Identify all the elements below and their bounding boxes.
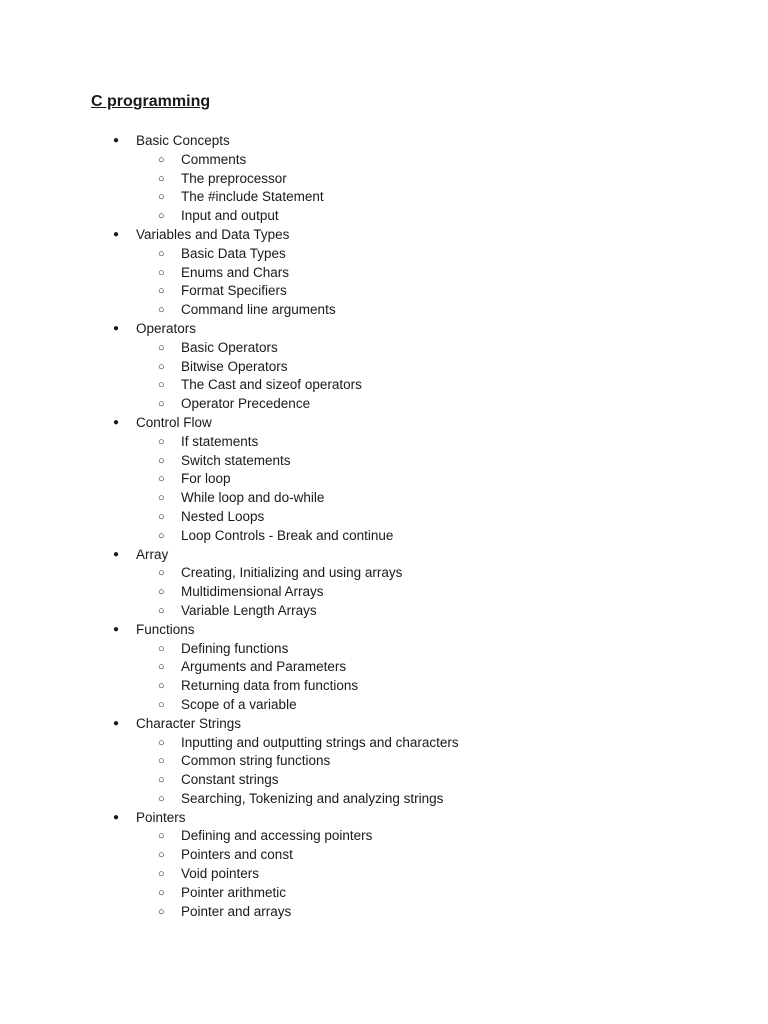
- hollow-bullet-icon: ○: [158, 285, 165, 298]
- subtopic-label: Switch statements: [181, 452, 291, 468]
- subtopic-label: Command line arguments: [181, 302, 336, 318]
- subtopic-label: Arguments and Parameters: [181, 659, 347, 675]
- page-title: C programming: [91, 93, 211, 110]
- subtopic-label: Operator Precedence: [181, 396, 311, 412]
- filled-bullet-icon: ●: [113, 228, 120, 240]
- hollow-bullet-icon: ○: [158, 849, 165, 862]
- subtopic-label: Creating, Initializing and using arrays: [181, 565, 403, 581]
- hollow-bullet-icon: ○: [158, 886, 165, 899]
- hollow-bullet-icon: ○: [158, 266, 165, 279]
- hollow-bullet-icon: ○: [158, 736, 165, 749]
- hollow-bullet-icon: ○: [158, 905, 165, 918]
- filled-bullet-icon: ●: [113, 135, 120, 146]
- hollow-bullet-icon: ○: [158, 830, 165, 843]
- subtopic-label: Basic Operators: [181, 339, 278, 355]
- subtopic-label: Scope of a variable: [181, 696, 297, 712]
- hollow-bullet-icon: ○: [158, 792, 165, 805]
- subtopic-label: Void pointers: [181, 866, 260, 882]
- subtopic-label: Basic Data Types: [181, 245, 286, 261]
- hollow-bullet-icon: ○: [158, 774, 165, 787]
- hollow-bullet-icon: ○: [158, 868, 165, 881]
- subtopic-label: Multidimensional Arrays: [181, 584, 324, 600]
- subtopic-label: Pointer arithmetic: [181, 884, 287, 900]
- hollow-bullet-icon: ○: [158, 473, 165, 486]
- subtopic-label: Variable Length Arrays: [181, 602, 317, 618]
- subtopic-label: The Cast and sizeof operators: [181, 377, 362, 393]
- subtopic-label: If statements: [181, 433, 259, 449]
- filled-bullet-icon: ●: [113, 623, 120, 635]
- section-label: Control Flow: [136, 414, 212, 430]
- hollow-bullet-icon: ○: [158, 304, 165, 317]
- section-label: Variables and Data Types: [136, 226, 290, 242]
- subtopic-label: Pointer and arrays: [181, 903, 292, 919]
- subtopic-label: Loop Controls - Break and continue: [181, 527, 394, 543]
- subtopic-label: Bitwise Operators: [181, 358, 288, 374]
- hollow-bullet-icon: ○: [158, 360, 165, 373]
- hollow-bullet-icon: ○: [158, 492, 165, 505]
- subtopic-label: Constant strings: [181, 772, 279, 788]
- hollow-bullet-icon: ○: [158, 191, 165, 204]
- hollow-bullet-icon: ○: [158, 755, 165, 768]
- subtopic-label: Defining and accessing pointers: [181, 828, 373, 844]
- subtopic-label: Enums and Chars: [181, 264, 290, 280]
- section-label: Pointers: [136, 809, 186, 825]
- section-label: Basic Concepts: [136, 133, 230, 148]
- hollow-bullet-icon: ○: [158, 210, 165, 223]
- filled-bullet-icon: ●: [113, 717, 120, 729]
- subtopic-label: For loop: [181, 471, 231, 487]
- subtopic-label: Returning data from functions: [181, 678, 359, 694]
- hollow-bullet-icon: ○: [158, 642, 165, 655]
- subtopic-label: The #include Statement: [181, 189, 324, 205]
- filled-bullet-icon: ●: [113, 322, 120, 334]
- hollow-bullet-icon: ○: [158, 153, 165, 166]
- filled-bullet-icon: ●: [113, 416, 120, 428]
- hollow-bullet-icon: ○: [158, 172, 165, 185]
- filled-bullet-icon: ●: [113, 811, 120, 823]
- hollow-bullet-icon: ○: [158, 604, 165, 617]
- subtopic-label: Searching, Tokenizing and analyzing strings: [181, 790, 444, 806]
- hollow-bullet-icon: ○: [158, 586, 165, 599]
- hollow-bullet-icon: ○: [158, 341, 165, 354]
- hollow-bullet-icon: ○: [158, 567, 165, 580]
- subtopic-label: Pointers and const: [181, 847, 293, 863]
- subtopic-label: While loop and do-while: [181, 490, 325, 506]
- subtopic-label: Input and output: [181, 208, 279, 224]
- hollow-bullet-icon: ○: [158, 698, 165, 711]
- hollow-bullet-icon: ○: [158, 529, 165, 542]
- section-label: Functions: [136, 621, 195, 637]
- hollow-bullet-icon: ○: [158, 510, 165, 523]
- hollow-bullet-icon: ○: [158, 661, 165, 674]
- subtopic-label: Comments: [181, 151, 247, 167]
- hollow-bullet-icon: ○: [158, 435, 165, 448]
- subtopic-label: The preprocessor: [181, 170, 287, 186]
- section-label: Operators: [136, 320, 197, 336]
- subtopic-label: Common string functions: [181, 753, 331, 769]
- hollow-bullet-icon: ○: [158, 247, 165, 260]
- section-label: Array: [136, 546, 169, 562]
- subtopic-label: Format Specifiers: [181, 283, 287, 299]
- hollow-bullet-icon: ○: [158, 680, 165, 693]
- subtopic-label: Defining functions: [181, 640, 289, 656]
- hollow-bullet-icon: ○: [158, 379, 165, 392]
- subtopic-label: Inputting and outputting strings and characters: [181, 734, 459, 750]
- filled-bullet-icon: ●: [113, 548, 120, 560]
- hollow-bullet-icon: ○: [158, 454, 165, 467]
- section-label: Character Strings: [136, 715, 242, 731]
- subtopic-label: Nested Loops: [181, 508, 265, 524]
- hollow-bullet-icon: ○: [158, 398, 165, 411]
